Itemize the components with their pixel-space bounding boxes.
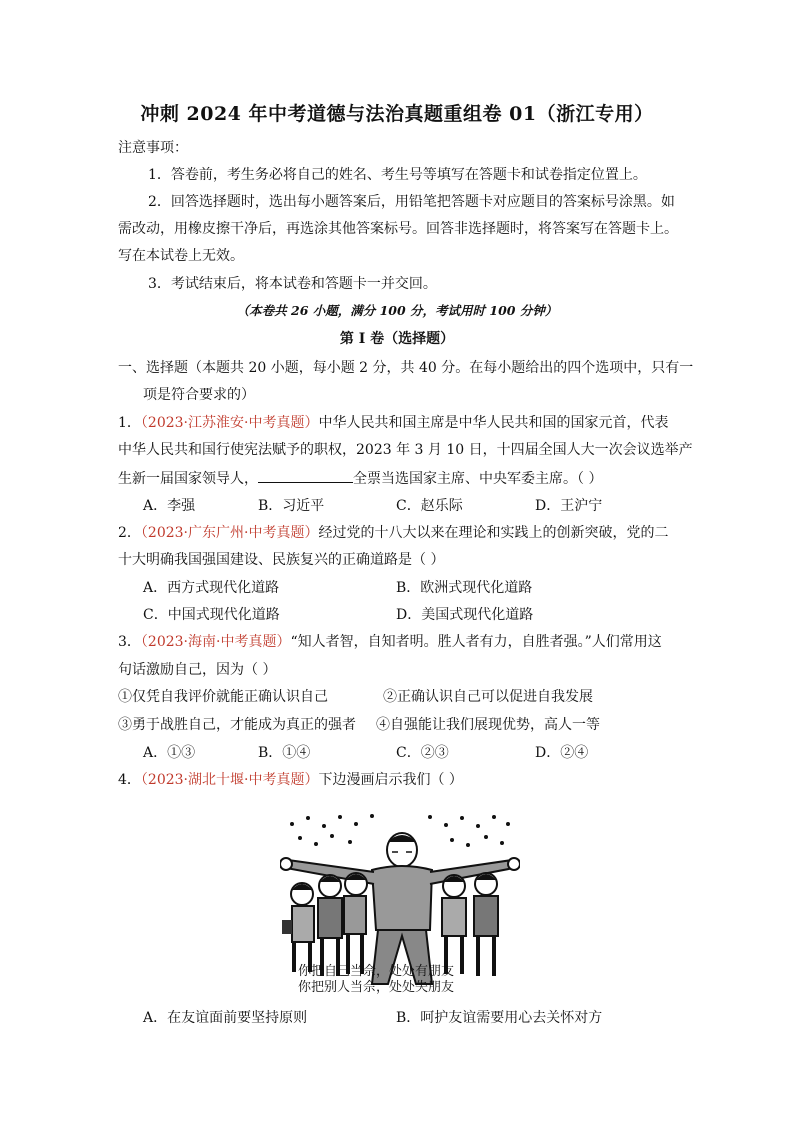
q3-statement-3: ③勇于战胜自己，才能成为真正的强者 xyxy=(118,717,356,733)
question-text: 生新一届国家领导人， xyxy=(118,471,258,487)
question-source: （2023·海南·中考真题） xyxy=(140,634,291,650)
question-source: （2023·广东广州·中考真题） xyxy=(140,525,319,541)
q3-statement-4: ④自强能让我们展现优势，高人一等 xyxy=(376,717,600,733)
q2-option-c: C．中国式现代化道路 xyxy=(143,607,280,623)
q2-option-a: A．西方式现代化道路 xyxy=(143,580,280,596)
notice-item-1: 1．答卷前，考生务必将自己的姓名、考生号等填写在答题卡和试卷指定位置上。 xyxy=(148,167,647,183)
section-1-heading-line-1: 一、选择题（本题共 20 小题，每小题 2 分，共 40 分。在每小题给出的四个选项中，只有一 xyxy=(118,360,694,376)
q3-option-b: B．①④ xyxy=(258,745,311,761)
notice-item-2-line-2: 需改动，用橡皮擦干净后，再选涂其他答案标号。回答非选择题时，将答案写在答题卡上。 xyxy=(118,221,678,237)
question-3-line-1 xyxy=(118,632,662,652)
notice-heading: 注意事项： xyxy=(118,140,188,156)
question-source: （2023·湖北十堰·中考真题） xyxy=(140,772,319,788)
part-title: 第 I 卷（选择题） xyxy=(339,331,455,347)
question-number: 2． xyxy=(118,525,141,541)
cartoon-caption-line-1: 你把自己当佘，处处有朋友 xyxy=(298,964,455,979)
question-1-line-1 xyxy=(118,413,668,433)
q4-option-b: B．呵护友谊需要用心去关怀对方 xyxy=(396,1010,603,1026)
right-group-figures xyxy=(442,873,498,976)
notice-item-2-line-1: 2．回答选择题时，选出每小题答案后，用铅笔把答题卡对应题目的答案标号涂黑。如 xyxy=(148,194,675,210)
question-text: “知人者智，自知者明。胜人者有力，自胜者强。”人们常用这 xyxy=(290,634,662,650)
question-4-line-1 xyxy=(118,770,463,790)
q2-option-b: B．欧洲式现代化道路 xyxy=(396,580,533,596)
question-text: 经过党的十八大以来在理论和实践上的创新突破，党的二 xyxy=(318,525,669,541)
notice-item-2-line-3: 写在本试卷上无效。 xyxy=(118,248,244,264)
question-source: （2023·江苏淮安·中考真题） xyxy=(140,415,319,431)
question-number: 4． xyxy=(118,772,141,788)
question-text: 下边漫画启示我们（ ） xyxy=(318,772,463,788)
question-2-line-1 xyxy=(118,523,668,543)
left-group-figures xyxy=(282,873,367,976)
page-title: 冲刺 2024 年中考道德与法治真题重组卷 01（浙江专用） xyxy=(140,103,654,125)
q1-option-b: B．习近平 xyxy=(258,498,325,514)
q3-option-c: C．②③ xyxy=(396,745,449,761)
question-1-line-3 xyxy=(118,468,602,489)
q3-statement-2: ②正确认识自己可以促进自我发展 xyxy=(383,689,593,705)
question-1-line-2: 中华人民共和国行使宪法赋予的职权，2023 年 3 月 10 日，十四届全国人大一次会议选举产 xyxy=(118,442,693,458)
q1-option-a: A．李强 xyxy=(143,498,196,514)
q3-option-a: A．①③ xyxy=(143,745,196,761)
section-1-heading-line-2: 项是符合要求的） xyxy=(143,387,255,403)
question-text: 中华人民共和国主席是中华人民共和国的国家元首，代表 xyxy=(318,415,669,431)
notice-item-3: 3．考试结束后，将本试卷和答题卡一并交回。 xyxy=(148,276,437,292)
q3-option-d: D．②④ xyxy=(535,745,589,761)
q1-option-d: D．王沪宁 xyxy=(535,498,603,514)
question-2-line-2: 十大明确我国强国建设、民族复兴的正确道路是（ ） xyxy=(118,552,445,568)
q4-option-a: A．在友谊面前要坚持原则 xyxy=(143,1010,308,1026)
score-line: （本卷共 26 小题，满分 100 分，考试用时 100 分钟） xyxy=(236,303,558,318)
question-text: 全票当选国家主席、中央军委主席。（ ） xyxy=(353,471,603,487)
q1-option-c: C．赵乐际 xyxy=(396,498,463,514)
q3-statement-1: ①仅凭自我评价就能正确认识自己 xyxy=(118,689,328,705)
question-3-line-2: 句话激励自己，因为（ ） xyxy=(118,662,277,678)
question-number: 3． xyxy=(118,634,141,650)
question-number: 1． xyxy=(118,415,141,431)
answer-blank xyxy=(258,468,353,483)
q2-option-d: D．美国式现代化道路 xyxy=(396,607,534,623)
cartoon-caption-line-2: 你把别人当佘，处处失朋友 xyxy=(298,980,455,995)
